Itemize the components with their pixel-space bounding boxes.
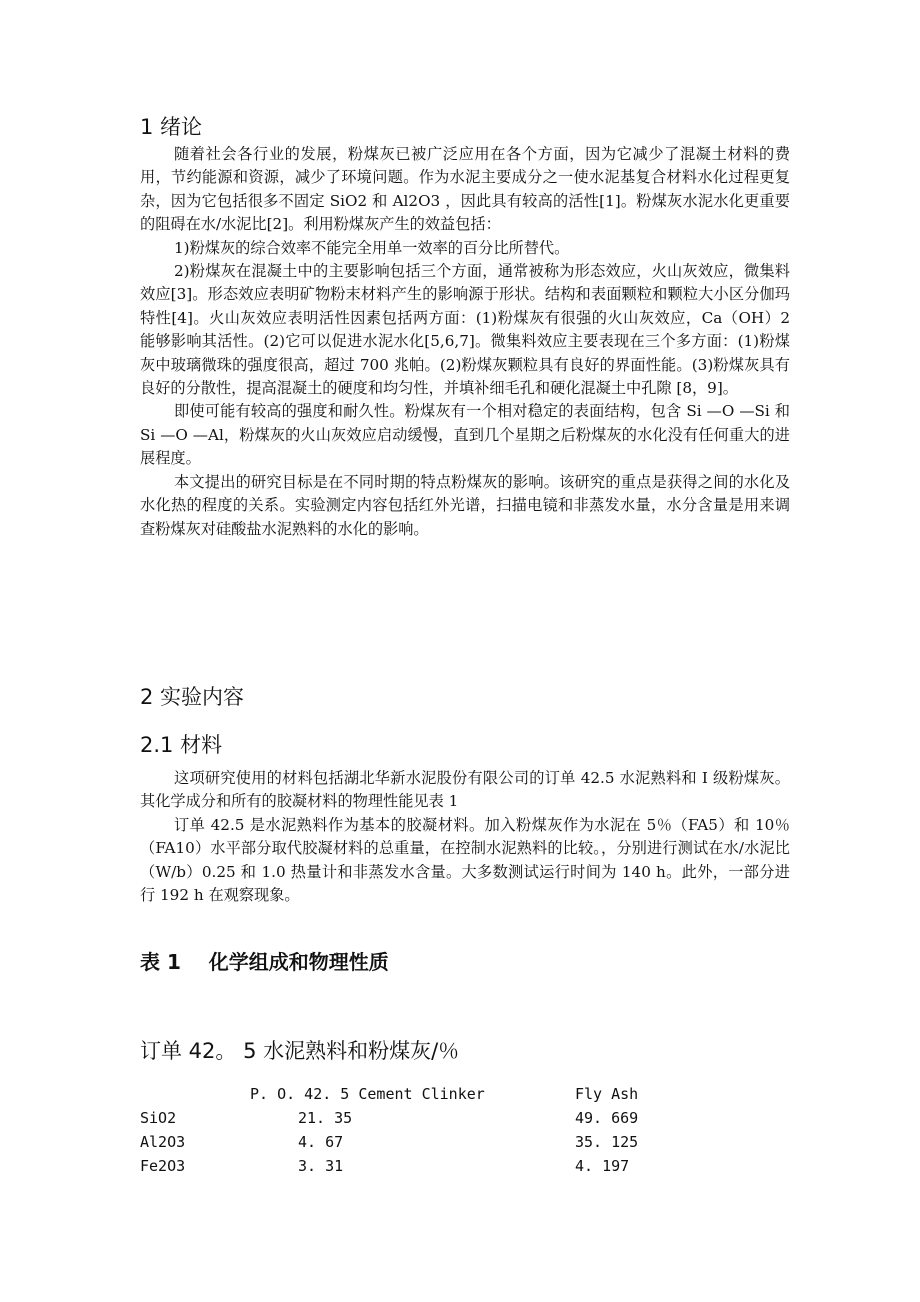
section-1 (140, 0, 790, 541)
clinker-value: 4. 67 (298, 1133, 344, 1151)
section-2 (140, 683, 790, 907)
table-1-header (140, 948, 790, 1065)
column-header-flyash: Fly Ash (575, 1085, 639, 1103)
section-1-paragraph-2: 即使可能有较高的强度和耐久性。粉煤灰有一个相对稳定的表面结构，包含 Si —O —Si 和 Si —O —Al，粉煤灰的火山灰效应启动缓慢，直到几个星期之后粉煤灰的水化没有任何重大的进展程度。 (140, 402, 790, 468)
flyash-value: 49. 669 (575, 1109, 639, 1127)
row-label: Fe2O3 (140, 1157, 186, 1175)
flyash-value: 4. 197 (575, 1157, 630, 1175)
composition-table (140, 1082, 780, 1178)
table-row (140, 1106, 780, 1130)
section-2-1-heading: 2.1 材料 (140, 733, 223, 757)
clinker-value: 21. 35 (298, 1109, 353, 1127)
section-2-heading: 2 实验内容 (140, 685, 245, 709)
flyash-value: 35. 125 (575, 1133, 639, 1151)
section-1-list-item-2: 2)粉煤灰在混凝土中的主要影响包括三个方面，通常被称为形态效应，火山灰效应，微集料效应[3]。形态效应表明矿物粉末材料产生的影响源于形状。结构和表面颗粒和颗粒大小区分伽玛特性[4]。火山灰效应表明活性因素包括两方面：(1)粉煤灰有很强的火山灰效应，Ca（OH）2 能够影响其活性。(2)它可以促进水泥水化[5,6,7]。微集料效应主要表现在三个多方面：(1)粉煤灰中玻璃微珠的强度很高，超过 700 兆帕。(2)粉煤灰颗粒具有良好的界面性能。(3)粉煤灰具有良好的分散性，提高混凝土的硬度和均匀性，并填补细毛孔和硬化混凝土中孔隙 [8，9]。 (140, 262, 790, 398)
section-1-paragraph-1: 随着社会各行业的发展，粉煤灰已被广泛应用在各个方面，因为它减少了混凝土材料的费用，节约能源和资源，减少了环境问题。作为水泥主要成分之一使水泥基复合材料水化过程更复杂，因为它包括很多不固定 SiO2 和 Al2O3 ，因此具有较高的活性[1]。粉煤灰水泥水化更重要的阻碍在水/水泥比[2]。利用粉煤灰产生的效益包括： (140, 145, 790, 234)
section-1-heading: 1 绪论 (140, 115, 203, 139)
section-1-paragraph-3: 本文提出的研究目标是在不同时期的特点粉煤灰的影响。该研究的重点是获得之间的水化及水化热的程度的关系。实验测定内容包括红外光谱，扫描电镜和非蒸发水量，水分含量是用来调查粉煤灰对硅酸盐水泥熟料的水化的影响。 (140, 472, 790, 538)
table-subtitle: 订单 42。 5 水泥熟料和粉煤灰/％ (140, 1039, 460, 1063)
row-label: SiO2 (140, 1109, 177, 1127)
section-1-list-item-1: 1)粉煤灰的综合效率不能完全用单一效率的百分比所替代。 (174, 238, 570, 257)
column-header-clinker: P. O. 42. 5 Cement Clinker (250, 1085, 485, 1103)
table-header-row (140, 1082, 780, 1106)
section-2-1-paragraph-2: 订单 42.5 是水泥熟料作为基本的胶凝材料。加入粉煤灰作为水泥在 5％（FA5）和 10％（FA10）水平部分取代胶凝材料的总重量，在控制水泥熟料的比较。，分别进行测试在水/水泥比（W/b）0.25 和 1.0 热量计和非蒸发水含量。大多数测试运行时间为 140 h。此外，一部分进行 192 h 在观察现象。 (140, 815, 790, 905)
table-caption: 表 1 化学组成和物理性质 (140, 950, 389, 974)
section-2-1-paragraph-1: 这项研究使用的材料包括湖北华新水泥股份有限公司的订单 42.5 水泥熟料和 I 级粉煤灰。其化学成分和所有的胶凝材料的物理性能见表 1 (140, 769, 790, 811)
clinker-value: 3. 31 (298, 1157, 344, 1175)
table-row (140, 1130, 780, 1154)
table-row (140, 1154, 780, 1178)
row-label: Al2O3 (140, 1133, 186, 1151)
